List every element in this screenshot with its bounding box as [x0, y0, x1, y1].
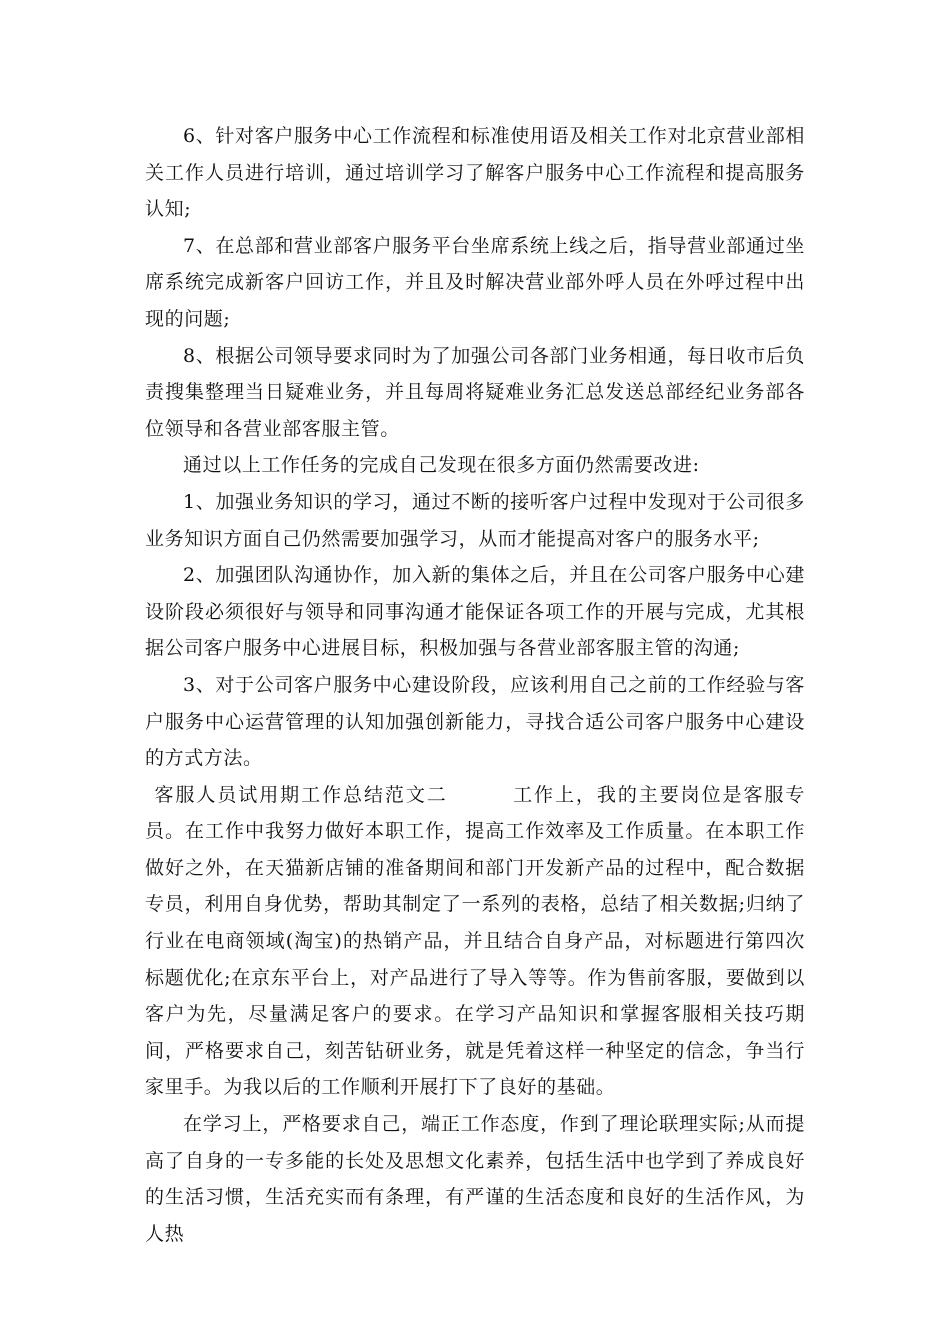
- section-two-paragraph: [145, 777, 805, 1106]
- section-title: 客服人员试用期工作总结范文二: [154, 783, 448, 806]
- paragraph-item-6: 6、针对客户服务中心工作流程和标准使用语及相关工作对北京营业部相关工作人员进行培训，通过培训学习了解客户服务中心工作流程和提高服务认知;: [145, 125, 805, 221]
- improvement-item-2: 2、加强团队沟通协作，加入新的集体之后，并且在公司客户服务中心建设阶段必须很好与领导和同事沟通才能保证各项工作的开展与完成，尤其根据公司客户服务中心进展目标，积极加强与各营业部客服主管的沟通;: [145, 564, 805, 660]
- improvement-item-1: 1、加强业务知识的学习，通过不断的接听客户过程中发现对于公司很多业务知识方面自己仍然需要加强学习，从而才能提高对客户的服务水平;: [145, 490, 805, 550]
- section-text: 工作上，我的主要岗位是客服专员。在工作中我努力做好本职工作，提高工作效率及工作质量。在本职工作做好之外，在天猫新店铺的准备期间和部门开发新产品的过程中，配合数据专员，利用自身优势，帮助其制定了一系列的表格，总结了相关数据;归纳了行业在电商领域(淘宝)的热销产品，并且结合自身产品，对标题进行第四次标题优化;在京东平台上，对产品进行了导入等等。作为售前客服，要做到以客户为先，尽量满足客户的要求。在学习产品知识和掌握客服相关技巧期间，严格要求自己，刻苦钻研业务，就是凭着这样一种坚定的信念，争当行家里手。为我以后的工作顺利开展打下了良好的基础。: [145, 783, 805, 1099]
- study-paragraph: 在学习上，严格要求自己，端正工作态度，作到了理论联理实际;从而提高了自身的一专多能的长处及思想文化素养，包括生活中也学到了养成良好的生活习惯，生活充实而有条理，有严谨的生活态度和良好的生活作风，为人热: [145, 1113, 805, 1245]
- improvement-item-3: 3、对于公司客户服务中心建设阶段，应该利用自己之前的工作经验与客户服务中心运营管理的认知加强创新能力，寻找合适公司客户服务中心建设的方式方法。: [145, 673, 805, 770]
- paragraph-item-8: 8、根据公司领导要求同时为了加强公司各部门业务相通，每日收市后负责搜集整理当日疑难业务，并且每周将疑难业务汇总发送总部经纪业务部各位领导和各营业部客服主管。: [145, 344, 805, 440]
- improvement-intro: 通过以上工作任务的完成自己发现在很多方面仍然需要改进:: [183, 454, 700, 477]
- document-body: [145, 118, 805, 1252]
- paragraph-item-7: 7、在总部和营业部客户服务平台坐席系统上线之后，指导营业部通过坐席系统完成新客户回访工作，并且及时解决营业部外呼人员在外呼过程中出现的问题;: [145, 234, 805, 330]
